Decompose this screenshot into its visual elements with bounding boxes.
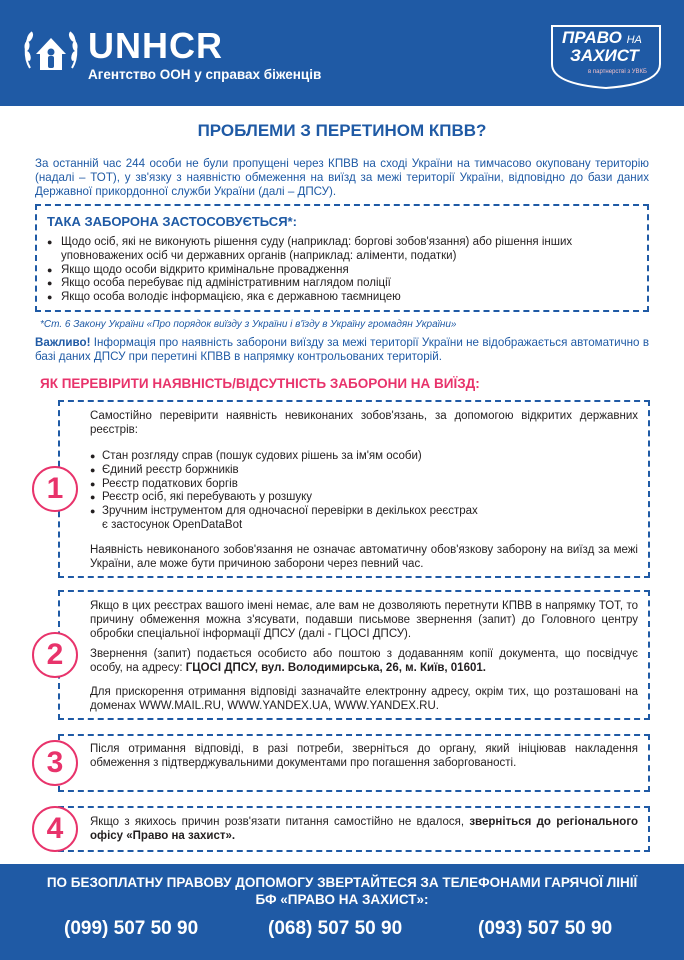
step-4-box bbox=[58, 806, 650, 852]
law-footnote: *Ст. 6 Закону України «Про порядок виїзду з України і в'їзду в Україну громадян України» bbox=[40, 319, 457, 330]
hotline-phone-3: (093) 507 50 90 bbox=[478, 918, 613, 939]
step-4-text bbox=[90, 816, 638, 844]
ban-list bbox=[47, 236, 643, 305]
registry-list bbox=[90, 450, 638, 533]
step-2-p1: Якщо в цих реєстрах вашого імені немає, але вам не дозволяють перетнути КПВВ в напрямку ТОТ, то причину обмеження можна з'ясувати, подавши письмове звернення (запит) до Головного центру обробки спеціальної інформації ДПСУ (далі - ГЦОСІ ДПСУ). bbox=[90, 600, 638, 640]
ban-conditions-box bbox=[35, 204, 649, 312]
unhcr-name: UNHCR bbox=[88, 25, 223, 66]
page-title: ПРОБЛЕМИ З ПЕРЕТИНОМ КПВВ? bbox=[197, 121, 487, 140]
footer-line1: ПО БЕЗОПЛАТНУ ПРАВОВУ ДОПОМОГУ ЗВЕРТАЙТЕСЯ ЗА ТЕЛЕФОНАМИ ГАРЯЧОЇ ЛІНІЇ bbox=[46, 875, 638, 890]
step-4-text-main: Якщо з якихось причин розв'язати питання самостійно не вдалося, bbox=[90, 816, 470, 828]
dpsu-address: ГЦОСІ ДПСУ, вул. Володимирська, 26, м. Київ, 01601. bbox=[185, 661, 486, 674]
footer-line2: БФ «ПРАВО НА ЗАХИСТ»: bbox=[255, 892, 429, 907]
zakhyst-word: ЗАХИСТ bbox=[570, 46, 639, 65]
partnership-caption: в партнерстві з УВКБ bbox=[588, 69, 647, 75]
step-3-text: Після отримання відповіді, в разі потреби, зверніться до органу, який ініціював накладення обмеження з підтверджувальними документами про погашення заборгованості. bbox=[90, 743, 638, 769]
step-1-intro: Самостійно перевірити наявність невиконаних зобов'язань, за допомогою відкритих державних реєстрів: bbox=[90, 410, 638, 436]
step-2-box bbox=[58, 590, 650, 720]
important-note bbox=[35, 336, 649, 364]
ban-heading: ТАКА ЗАБОРОНА ЗАСТОСОВУЄТЬСЯ*: bbox=[47, 214, 297, 229]
step-4-text-bold: зверніться до регіонального офісу «Право на захист». bbox=[90, 816, 638, 842]
list-item: ● Якщо особа перебуває під адміністративним наглядом поліції bbox=[47, 277, 643, 291]
pravo-word: ПРАВО bbox=[562, 28, 622, 47]
important-text: Інформація про наявність заборони виїзду за межі території України не відображається автоматично в базі даних ДПСУ при перетині КПВВ в напрямку контрольованих територій. bbox=[35, 336, 649, 363]
list-item: ● Якщо щодо особи відкрито кримінальне провадження bbox=[47, 264, 643, 278]
header-banner bbox=[0, 0, 684, 106]
step-number-4: 4 bbox=[32, 806, 78, 852]
list-item: ● Реєстр податкових боргів bbox=[90, 478, 638, 492]
hotline-footer bbox=[0, 864, 684, 960]
list-item-continuation: є застосунок OpenDataBot bbox=[102, 518, 243, 531]
step-1-box bbox=[58, 400, 650, 578]
step-number-2: 2 bbox=[32, 632, 78, 678]
list-item: ● Єдиний реєстр боржників bbox=[90, 464, 638, 478]
hotline-phone-2: (068) 507 50 90 bbox=[268, 918, 403, 939]
na-word: НА bbox=[626, 34, 642, 46]
list-item: ● Якщо особа володіє інформацією, яка є державною таємницею bbox=[47, 291, 643, 305]
step-2-p2 bbox=[90, 648, 638, 676]
hotline-phone-1: (099) 507 50 90 bbox=[64, 918, 199, 939]
step-1-note: Наявність невиконаного зобов'язання не означає автоматичну обов'язкову заборону на виїзд за межі України, але може бути причиною заборони через певний час. bbox=[90, 544, 638, 570]
list-item: ● Реєстр осіб, які перебувають у розшуку bbox=[90, 491, 638, 505]
step-2-p2-text: Звернення (запит) подається особисто або поштою з додаванням копії документа, що посвідчує особу, на адресу: bbox=[90, 648, 638, 674]
unhcr-emblem-icon bbox=[22, 24, 80, 82]
list-item: ● Зручним інструментом для одночасної перевірки в декількох реєстрах bbox=[90, 505, 638, 519]
step-number-1: 1 bbox=[32, 466, 78, 512]
step-number-3: 3 bbox=[32, 740, 78, 786]
intro-paragraph: За останній час 244 особи не були пропущені через КПВВ на сході України на тимчасово окуповану територію (надалі – ТОТ), у зв'язку з наявністю обмеження на виїзд за межі території України, відповідно до бази даних Державної прикордонної служби України (далі – ДПСУ). bbox=[35, 157, 649, 198]
unhcr-subtitle: Агентство ООН у справах біженців bbox=[88, 67, 322, 82]
list-item: ● Щодо осіб, які не виконують рішення суду (наприклад: боргові зобов'язання) або рішення інших уповноважених осіб чи державних органів (наприклад: аліменти, податки) bbox=[47, 236, 643, 264]
pravo-na-zakhyst-logo bbox=[548, 24, 664, 90]
howto-heading: ЯК ПЕРЕВІРИТИ НАЯВНІСТЬ/ВІДСУТНІСТЬ ЗАБОРОНИ НА ВИЇЗД: bbox=[40, 376, 480, 391]
important-label: Важливо! bbox=[35, 336, 91, 349]
list-item: ● Стан розгляду справ (пошук судових рішень за ім'ям особи) bbox=[90, 450, 638, 464]
step-2-p3: Для прискорення отримання відповіді зазначайте електронну адресу, окрім тих, що розташовані на доменах WWW.MAIL.RU, WWW.YANDEX.UA, WWW.YANDEX.RU. bbox=[90, 686, 638, 712]
step-3-box bbox=[58, 734, 650, 792]
